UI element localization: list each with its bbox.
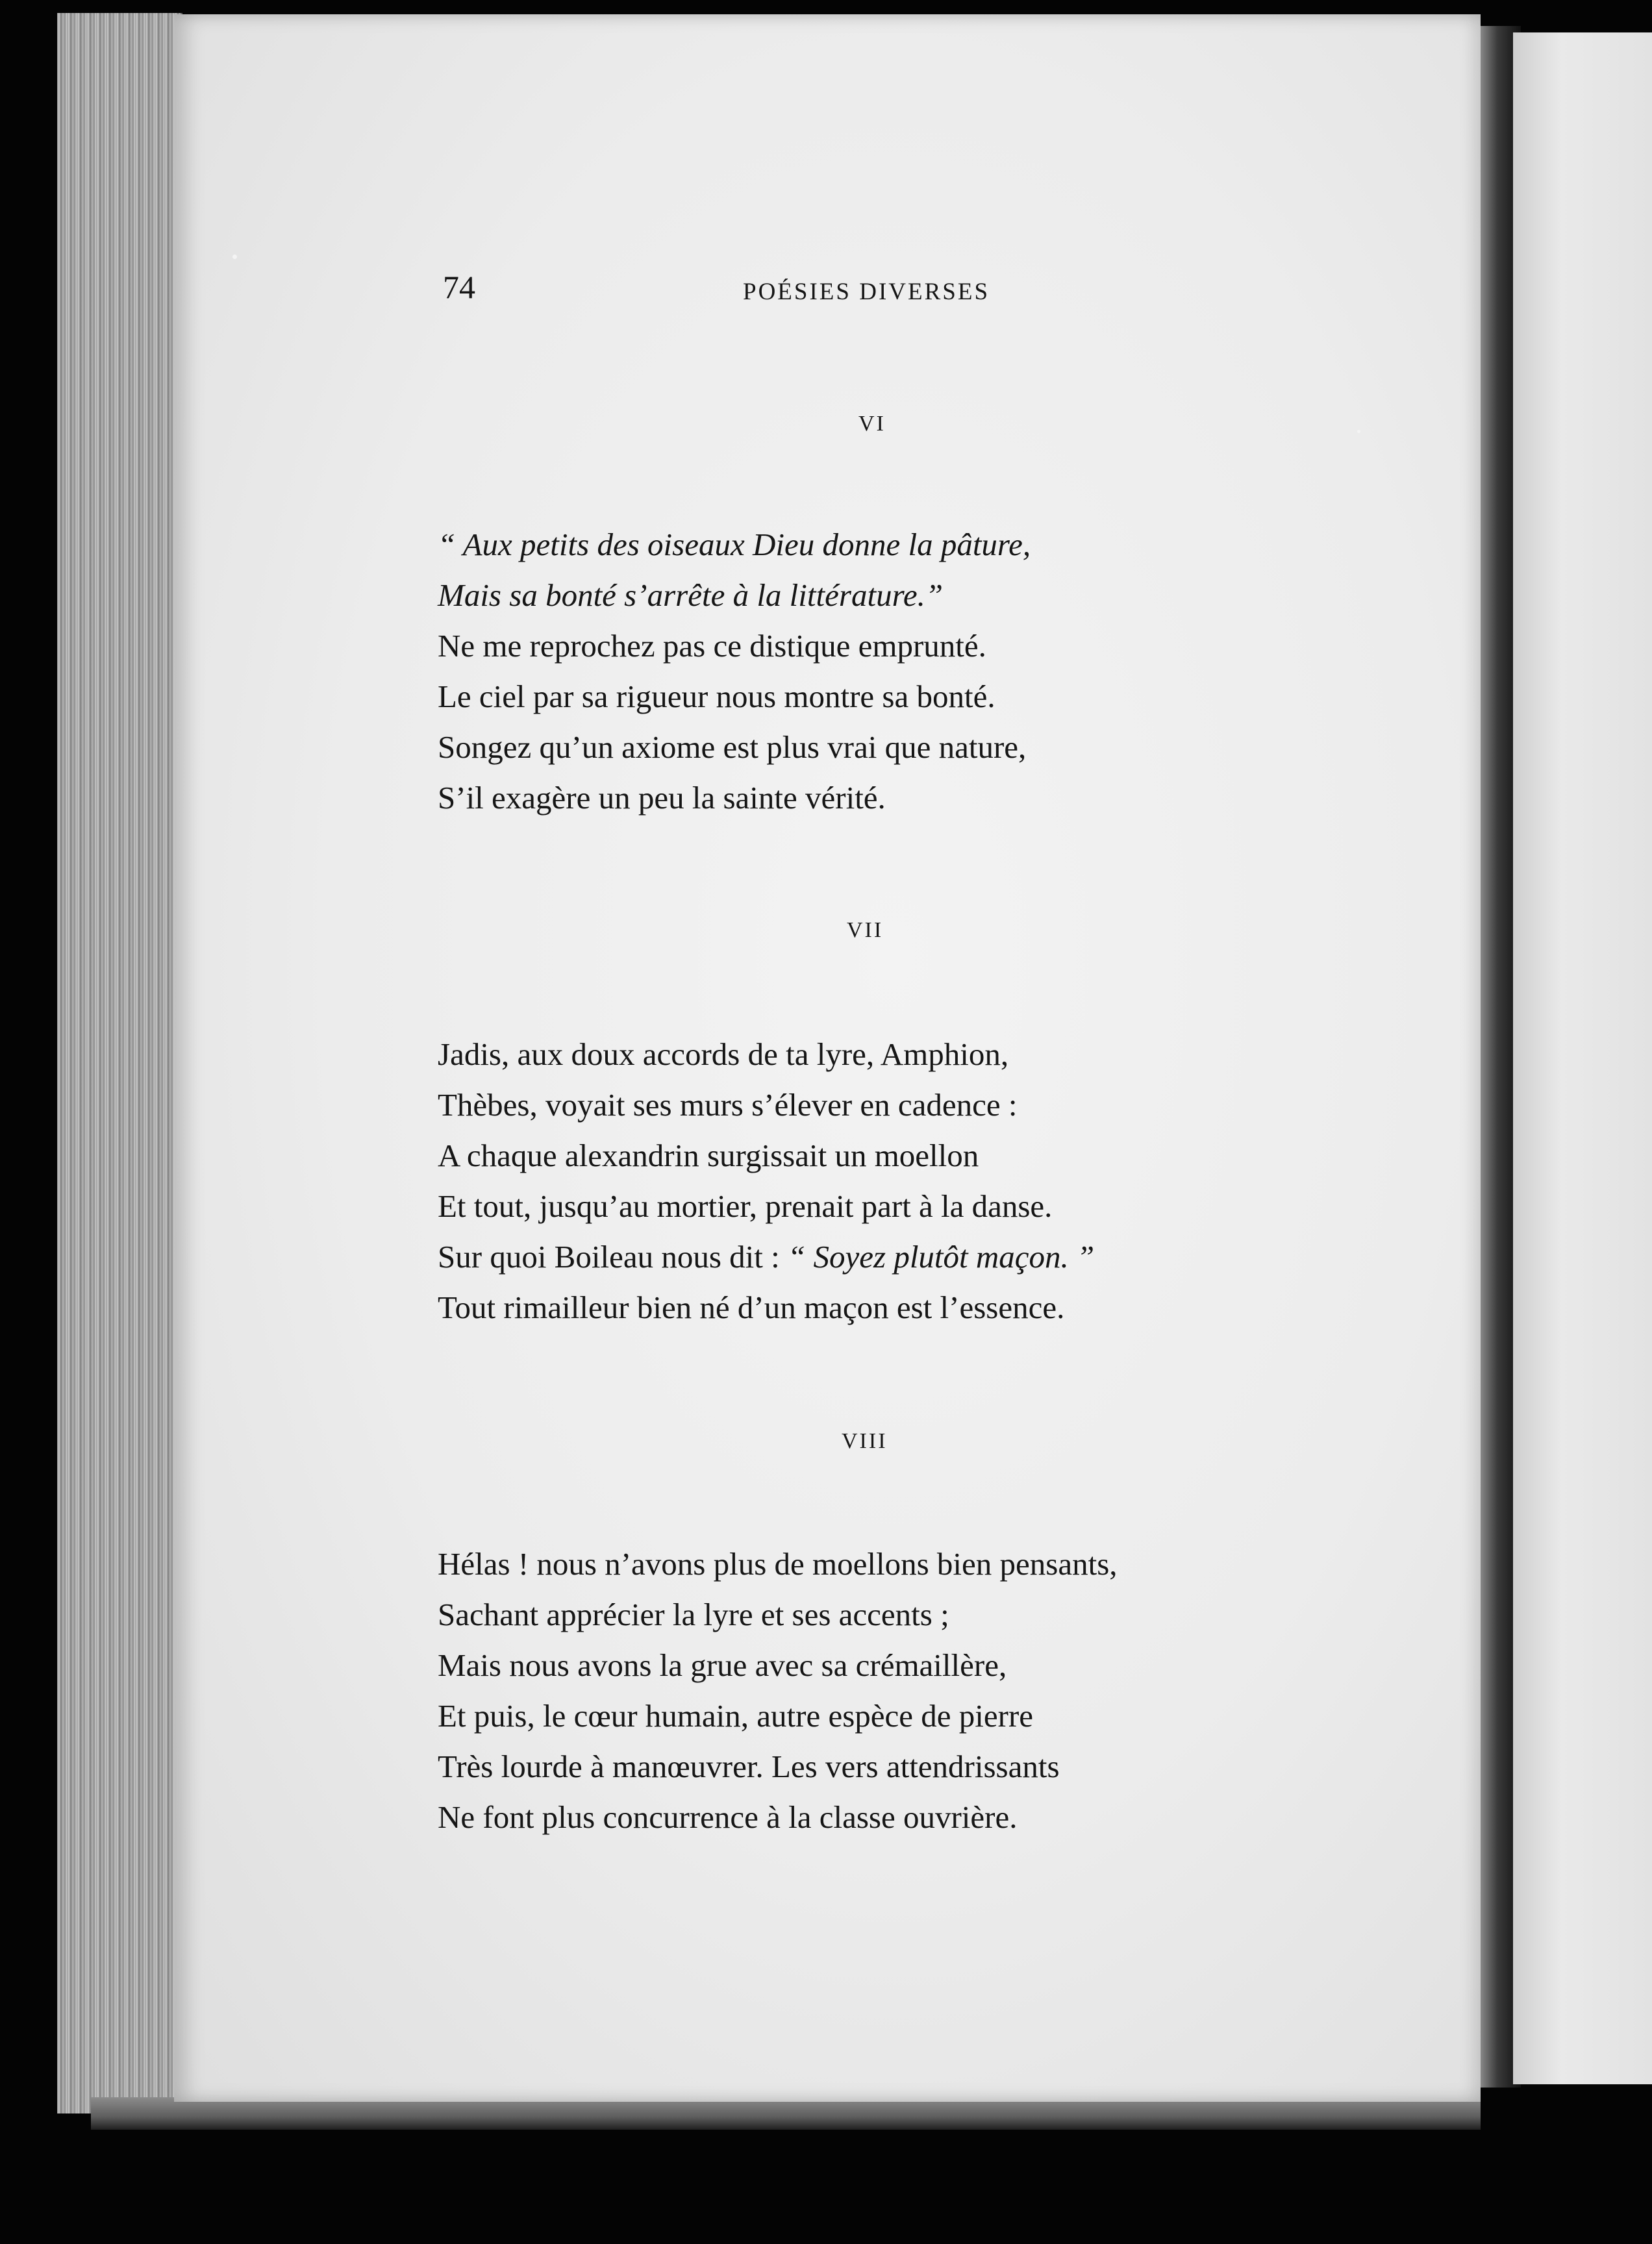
scan-speck	[232, 255, 237, 259]
stanza-vii	[438, 1029, 1340, 1333]
section-numeral-vii: VII	[847, 918, 884, 942]
verse-line-quoted-part: “ Soyez plutôt maçon. ”	[788, 1239, 1095, 1275]
stanza-vi	[438, 519, 1340, 823]
verse-line: “ Aux petits des oiseaux Dieu donne la pâture,	[438, 527, 1031, 562]
running-title: POÉSIES DIVERSES	[743, 279, 990, 305]
verse-line	[438, 1232, 1340, 1282]
verse-line: Sachant apprécier la lyre et ses accents ;	[438, 1597, 949, 1632]
section-numeral-vi: VI	[858, 412, 886, 436]
verse-line: Très lourde à manœuvrer. Les vers attendrissants	[438, 1749, 1060, 1784]
verse-line: Et puis, le cœur humain, autre espèce de pierre	[438, 1698, 1034, 1734]
verse-line: S’il exagère un peu la sainte vérité.	[438, 780, 886, 816]
page-edges	[57, 13, 182, 2113]
page-edges-bottom	[91, 2097, 1481, 2130]
facing-page	[1513, 32, 1652, 2084]
verse-line: Ne font plus concurrence à la classe ouvrière.	[438, 1799, 1018, 1835]
verse-line: Thèbes, voyait ses murs s’élever en cadence :	[438, 1087, 1018, 1123]
stanza-viii	[438, 1539, 1340, 1843]
verse-line: Le ciel par sa rigueur nous montre sa bonté.	[438, 679, 995, 714]
verse-line: Songez qu’un axiome est plus vrai que nature,	[438, 729, 1027, 765]
verse-line: A chaque alexandrin surgissait un moellon	[438, 1138, 979, 1173]
verse-line: Et tout, jusqu’au mortier, prenait part à la danse.	[438, 1188, 1053, 1224]
verse-line-roman-part: Sur quoi Boileau nous dit :	[438, 1239, 788, 1275]
verse-line: Mais sa bonté s’arrête à la littérature.”	[438, 577, 944, 613]
verse-line: Tout rimailleur bien né d’un maçon est l’essence.	[438, 1290, 1065, 1325]
section-numeral-viii: VIII	[842, 1429, 888, 1453]
verse-line: Mais nous avons la grue avec sa crémaillère,	[438, 1647, 1007, 1683]
verse-line: Ne me reprochez pas ce distique emprunté.	[438, 628, 986, 664]
page-number: 74	[443, 269, 475, 305]
scan-speck	[1357, 430, 1360, 433]
verse-line: Hélas ! nous n’avons plus de moellons bien pensants,	[438, 1546, 1118, 1582]
verse-line: Jadis, aux doux accords de ta lyre, Amphion,	[438, 1036, 1009, 1072]
